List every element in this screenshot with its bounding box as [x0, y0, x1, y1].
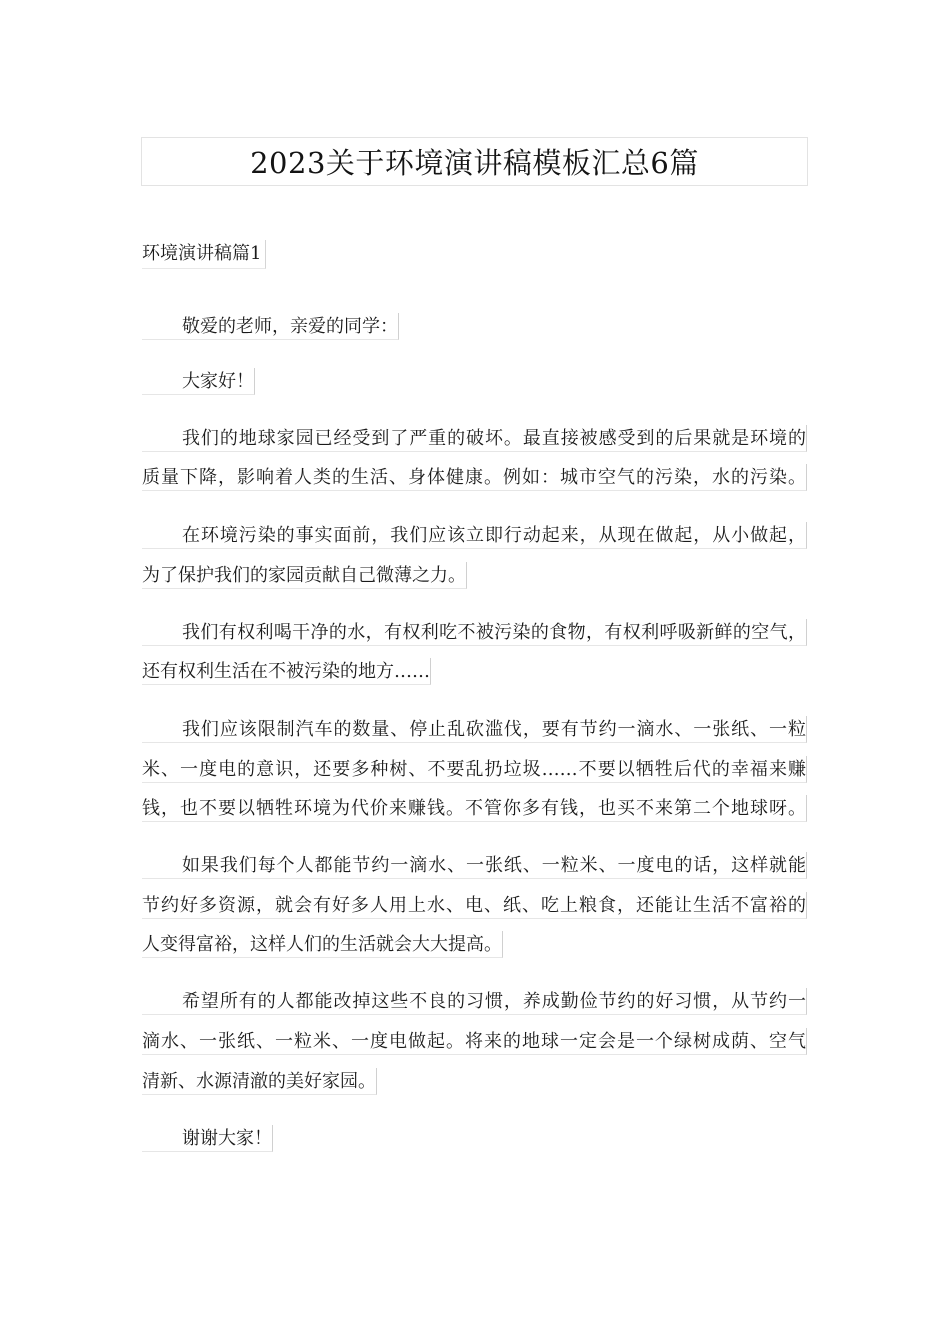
paragraph-line: 如果我们每个人都能节约一滴水、一张纸、一粒米、一度电的话，这样就能: [142, 852, 807, 879]
paragraph-line: 钱，也不要以牺牲环境为代价来赚钱。不管你多有钱，也买不来第二个地球呀。: [142, 795, 807, 822]
paragraph-line: 我们应该限制汽车的数量、停止乱砍滥伐，要有节约一滴水、一张纸、一粒: [142, 716, 807, 743]
document-title: 2023关于环境演讲稿模板汇总6篇: [141, 137, 808, 186]
paragraph-line: 质量下降，影响着人类的生活、身体健康。例如：城市空气的污染，水的污染。: [142, 464, 807, 491]
paragraph-line: 滴水、一张纸、一粒米、一度电做起。将来的地球一定会是一个绿树成荫、空气: [142, 1028, 807, 1055]
paragraph-line: 希望所有的人都能改掉这些不良的习惯，养成勤俭节约的好习惯，从节约一: [142, 988, 807, 1015]
paragraph-line: 我们有权利喝干净的水，有权利吃不被污染的食物，有权利呼吸新鲜的空气，: [142, 619, 807, 646]
paragraph-line: 为了保护我们的家园贡献自己微薄之力。: [142, 562, 467, 589]
paragraph-line: 我们的地球家园已经受到了严重的破坏。最直接被感受到的后果就是环境的: [142, 425, 807, 452]
paragraph-line: 大家好！: [142, 368, 255, 395]
paragraph-line: 还有权利生活在不被污染的地方……: [142, 658, 431, 685]
paragraph-line: 谢谢大家！: [142, 1125, 273, 1152]
paragraph-line: 敬爱的老师，亲爱的同学：: [142, 313, 399, 340]
paragraph-line: 人变得富裕，这样人们的生活就会大大提高。: [142, 931, 503, 958]
paragraph-line: 节约好多资源，就会有好多人用上水、电、纸、吃上粮食，还能让生活不富裕的: [142, 892, 807, 919]
paragraph-line: 在环境污染的事实面前，我们应该立即行动起来，从现在做起，从小做起，: [142, 522, 807, 549]
section-heading: 环境演讲稿篇1: [142, 240, 266, 269]
paragraph-line: 米、一度电的意识，还要多种树、不要乱扔垃圾……不要以牺牲后代的幸福来赚: [142, 756, 807, 783]
paragraph-line: 清新、水源清澈的美好家园。: [142, 1068, 377, 1095]
